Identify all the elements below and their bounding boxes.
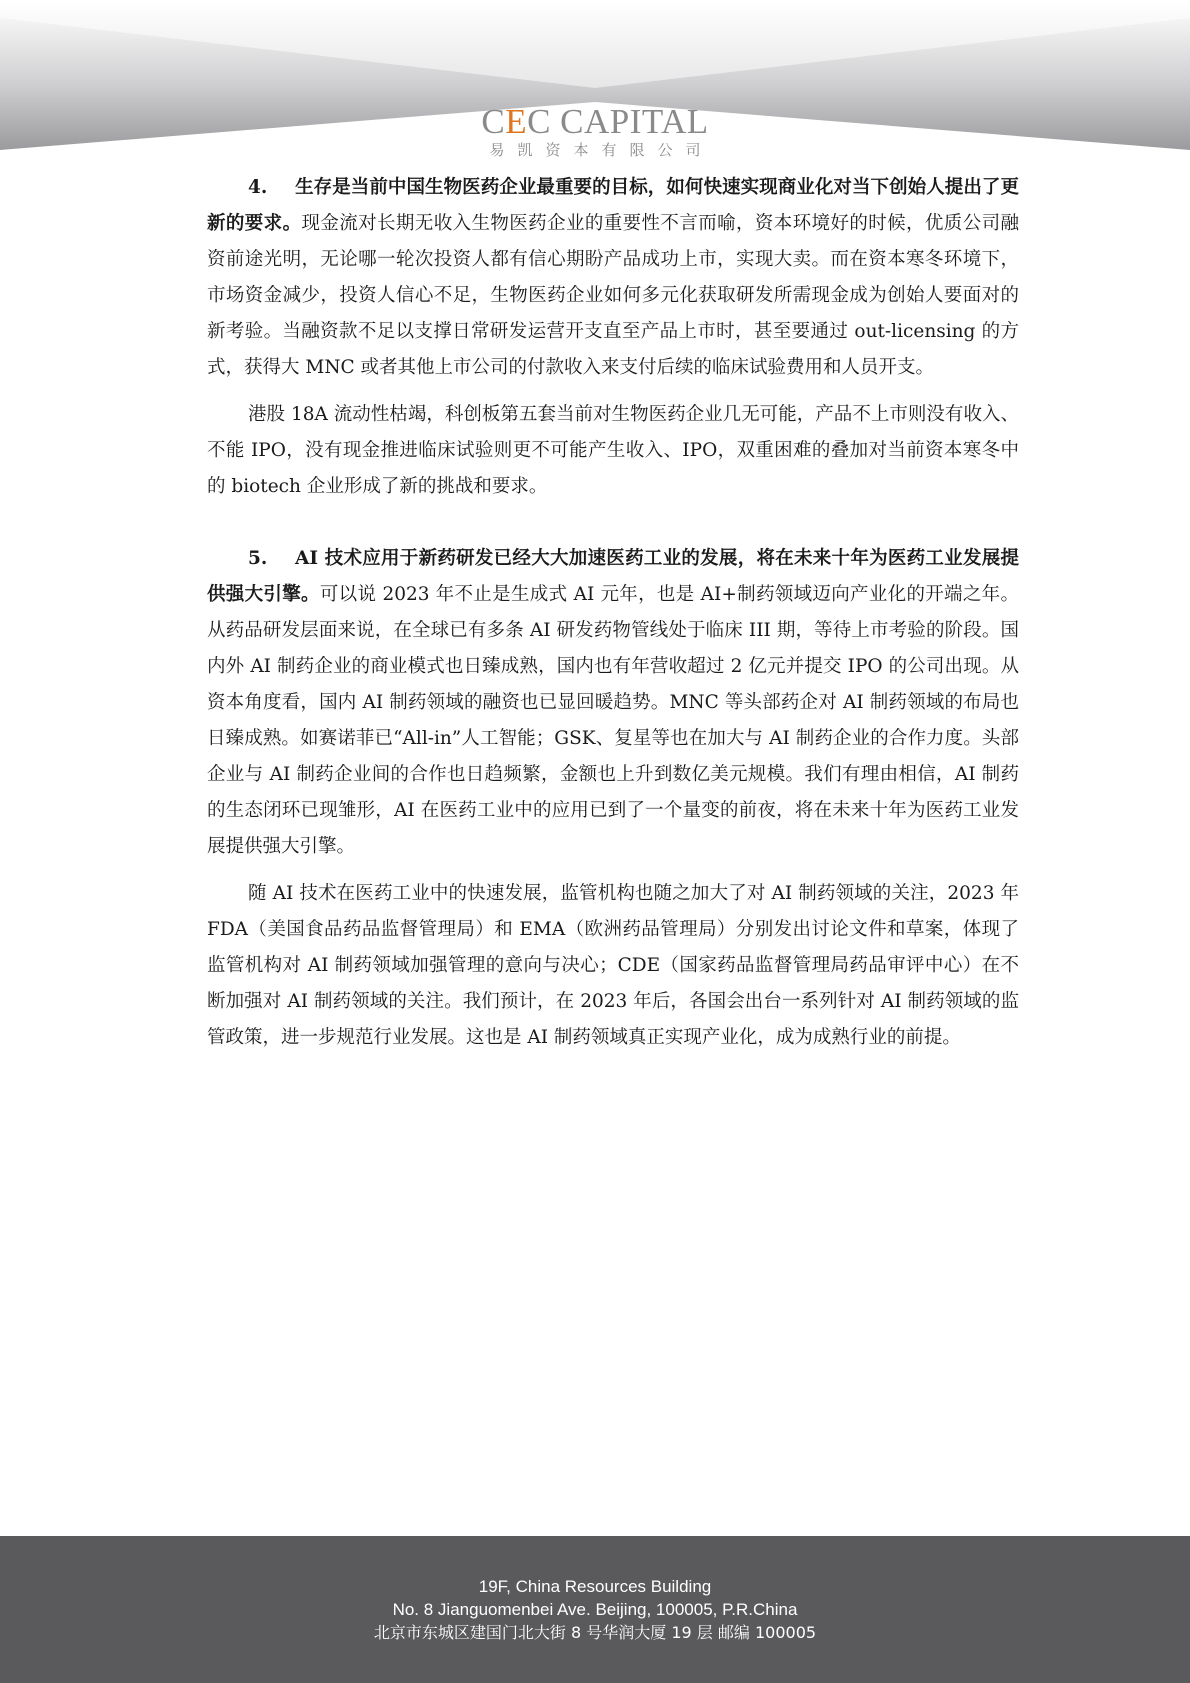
page-footer	[0, 1536, 1190, 1683]
section-heading: AI 技术应用于新药研发已经大大加速医药工业的发展，将在未来十年为医药工业发展提供强大引擎。	[207, 548, 1019, 605]
section-heading: 生存是当前中国生物医药企业最重要的目标，如何快速实现商业化对当下创始人提出了更新的要求。	[207, 177, 1019, 234]
company-logo	[0, 104, 1190, 159]
footer-address-line-3: 北京市东城区建国门北大街 8 号华润大厦 19 层 邮编 100005	[373, 1623, 817, 1642]
logo-wordmark: CEC CAPITAL	[481, 102, 709, 141]
section-body: 现金流对长期无收入生物医药企业的重要性不言而喻，资本环境好的时候，优质公司融资前途光明，无论哪一轮次投资人都有信心期盼产品成功上市，实现大卖。而在资本寒冬环境下，市场资金减少，投资人信心不足，生物医药企业如何多元化获取研发所需现金成为创始人要面对的新考验。当融资款不足以支撑日常研发运营开支直至产品上市时，甚至要通过 out-licensing 的方式，获得大 MNC 或者其他上市公司的付款收入来支付后续的临床试验费用和人员开支。	[207, 213, 1019, 378]
section-5-paragraph-2: 随 AI 技术在医药工业中的快速发展，监管机构也随之加大了对 AI 制药领域的关注，2023 年 FDA（美国食品药品监督管理局）和 EMA（欧洲药品管理局）分别发出讨论文件和草案，体现了监管机构对 AI 制药领域加强管理的意向与决心；CDE（国家药品监督管理局药品审评中心）在不断加强对 AI 制药领域的关注。我们预计，在 2023 年后，各国会出台一系列针对 AI 制药领域的监管政策，进一步规范行业发展。这也是 AI 制药领域真正实现产业化，成为成熟行业的前提。	[207, 883, 1019, 1048]
section-body: 可以说 2023 年不止是生成式 AI 元年，也是 AI+制药领域迈向产业化的开端之年。从药品研发层面来说，在全球已有多条 AI 研发药物管线处于临床 III 期，等待上市考验的阶段。国内外 AI 制药企业的商业模式也日臻成熟，国内也有年营收超过 2 亿元并提交 IPO 的公司出现。从资本角度看，国内 AI 制药领域的融资也已显回暖趋势。MNC 等头部药企对 AI 制药领域的布局也日臻成熟。如赛诺菲已“All-in”人工智能；GSK、复星等也在加大与 AI 制药企业的合作力度。头部企业与 AI 制药企业间的合作也日趋频繁，金额也上升到数亿美元规模。我们有理由相信，AI 制药的生态闭环已现雏形，AI 在医药工业中的应用已到了一个量变的前夜，将在未来十年为医药工业发展提供强大引擎。	[207, 584, 1019, 857]
footer-address-line-2: No. 8 Jianguomenbei Ave. Beijing, 100005, P.R.China	[392, 1600, 798, 1619]
section-5-paragraph-1	[207, 541, 1019, 865]
logo-subtitle: 易凯资本有限公司	[489, 141, 714, 159]
section-4-paragraph-2: 港股 18A 流动性枯竭，科创板第五套当前对生物医药企业几无可能，产品不上市则没有收入、不能 IPO，没有现金推进临床试验则更不可能产生收入、IPO，双重困难的叠加对当前资本寒冬中的 biotech 企业形成了新的挑战和要求。	[207, 404, 1019, 497]
footer-address-line-1: 19F, China Resources Building	[478, 1577, 712, 1596]
document-body	[207, 170, 1019, 1067]
section-number: 4.	[248, 177, 268, 198]
section-4-paragraph-1	[207, 170, 1019, 386]
section-number: 5.	[248, 548, 268, 569]
